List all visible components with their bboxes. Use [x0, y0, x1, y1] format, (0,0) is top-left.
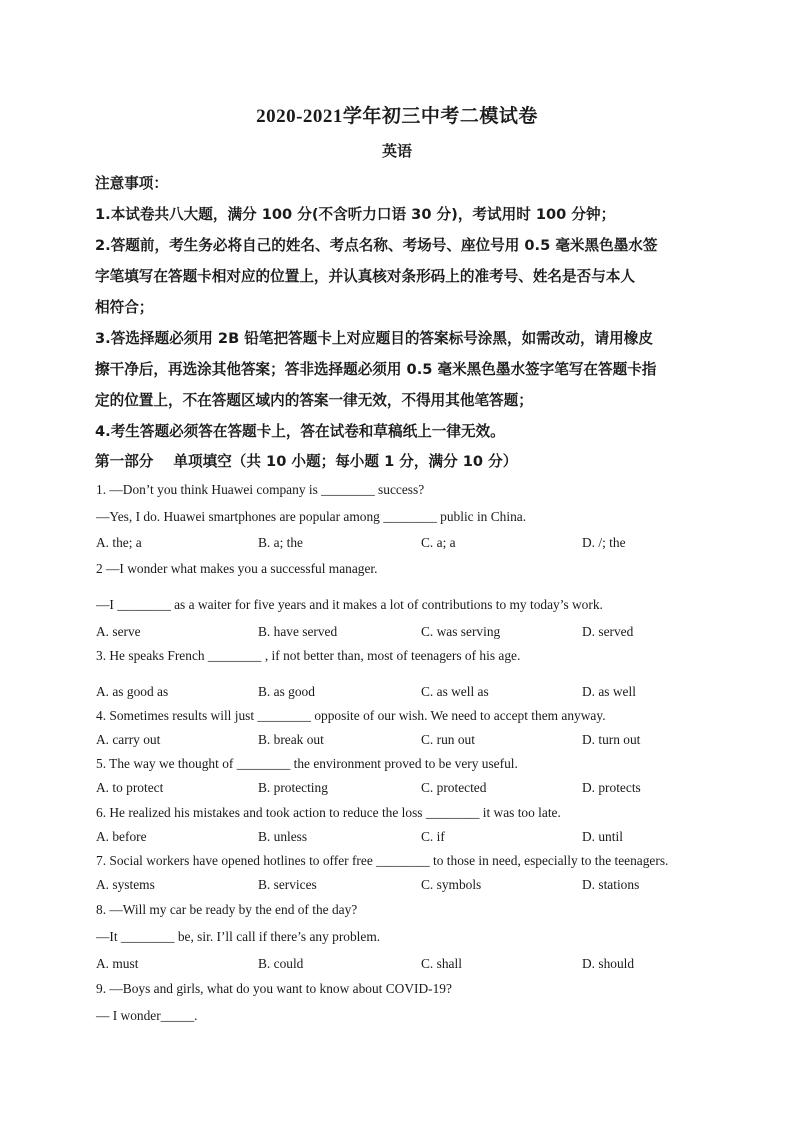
question-9-stem: 9. —Boys and girls, what do you want to know about COVID-19?	[96, 981, 452, 996]
option-c: C. protected	[421, 780, 487, 795]
option-b: B. break out	[258, 732, 324, 747]
notice-line: 4.考生答题必须答在答题卡上，答在试卷和草稿纸上一律无效。	[95, 423, 505, 440]
question-2-stem: 2 —I wonder what makes you a successful manager.	[96, 561, 378, 576]
question-8-options	[96, 956, 736, 974]
notice-line: 字笔填写在答题卡相对应的位置上，并认真核对条形码上的准考号、姓名是否与本人	[95, 268, 635, 285]
question-9-reply: — I wonder_____.	[96, 1008, 198, 1023]
question-4-options	[96, 732, 736, 750]
question-5-stem: 5. The way we thought of ________ the environment proved to be very useful.	[96, 756, 518, 771]
question-5-options	[96, 780, 736, 798]
question-2-reply: —I ________ as a waiter for five years and it makes a lot of contributions to my today’s work.	[96, 597, 603, 612]
option-a: A. as good as	[96, 684, 169, 699]
question-8-stem: 8. —Will my car be ready by the end of the day?	[96, 902, 358, 917]
question-7-stem: 7. Social workers have opened hotlines to offer free ________ to those in need, especially to the teenagers.	[96, 853, 669, 868]
option-d: D. stations	[582, 877, 640, 892]
option-b: B. as good	[258, 684, 315, 699]
notice-line: 相符合；	[95, 299, 154, 316]
option-d: D. turn out	[582, 732, 641, 747]
notice-line: 3.答选择题必须用 2B 铅笔把答题卡上对应题目的答案标号涂黑，如需改动，请用橡皮	[95, 330, 653, 347]
question-6-options	[96, 829, 736, 847]
question-6-stem: 6. He realized his mistakes and took action to reduce the loss ________ it was too late.	[96, 805, 561, 820]
option-c: C. as well as	[421, 684, 489, 699]
option-c: C. was serving	[421, 624, 501, 639]
option-b: B. could	[258, 956, 304, 971]
option-d: D. until	[582, 829, 623, 844]
question-1-stem: 1. —Don’t you think Huawei company is ________ success?	[96, 482, 425, 497]
notice-line: 擦干净后，再选涂其他答案；答非选择题必须用 0.5 毫米黑色墨水签字笔写在答题卡指	[95, 361, 657, 378]
option-b: B. have served	[258, 624, 338, 639]
option-a: A. before	[96, 829, 147, 844]
option-a: A. systems	[96, 877, 155, 892]
question-3-options	[96, 684, 736, 702]
notice-line: 定的位置上，不在答题区域内的答案一律无效，不得用其他笔答题；	[95, 392, 533, 409]
option-c: C. if	[421, 829, 445, 844]
option-d: D. protects	[582, 780, 641, 795]
option-b: B. services	[258, 877, 317, 892]
question-7-options	[96, 877, 736, 895]
option-b: B. protecting	[258, 780, 328, 795]
option-b: B. a; the	[258, 535, 303, 550]
option-b: B. unless	[258, 829, 308, 844]
section-desc: 单项填空（共 10 小题；每小题 1 分，满分 10 分）	[173, 453, 518, 470]
option-c: C. a; a	[421, 535, 456, 550]
notice-line: 2.答题前，考生务必将自己的姓名、考点名称、考场号、座位号用 0.5 毫米黑色墨水签	[95, 237, 658, 254]
option-d: D. as well	[582, 684, 636, 699]
exam-title: 2020-2021学年初三中考二模试卷	[256, 106, 538, 127]
question-4-stem: 4. Sometimes results will just ________ opposite of our wish. We need to accept them anyway.	[96, 708, 606, 723]
option-d: D. should	[582, 956, 635, 971]
option-a: A. must	[96, 956, 139, 971]
option-a: A. carry out	[96, 732, 161, 747]
notice-heading: 注意事项：	[95, 175, 168, 192]
section-heading	[95, 450, 517, 471]
option-c: C. run out	[421, 732, 475, 747]
option-a: A. to protect	[96, 780, 164, 795]
option-d: D. /; the	[582, 535, 626, 550]
notice-line: 1.本试卷共八大题，满分 100 分(不含听力口语 30 分)，考试用时 100 分钟；	[95, 206, 616, 223]
question-8-reply: —It ________ be, sir. I’ll call if there’s any problem.	[96, 929, 381, 944]
option-a: A. serve	[96, 624, 141, 639]
section-part: 第一部分	[95, 453, 154, 470]
exam-subject: 英语	[381, 142, 412, 160]
question-1-reply: —Yes, I do. Huawei smartphones are popular among ________ public in China.	[96, 509, 527, 524]
option-a: A. the; a	[96, 535, 142, 550]
option-c: C. symbols	[421, 877, 482, 892]
question-3-stem: 3. He speaks French ________ , if not better than, most of teenagers of his age.	[96, 648, 521, 663]
question-1-options	[96, 535, 736, 553]
option-c: C. shall	[421, 956, 462, 971]
question-2-options	[96, 624, 736, 642]
option-d: D. served	[582, 624, 634, 639]
